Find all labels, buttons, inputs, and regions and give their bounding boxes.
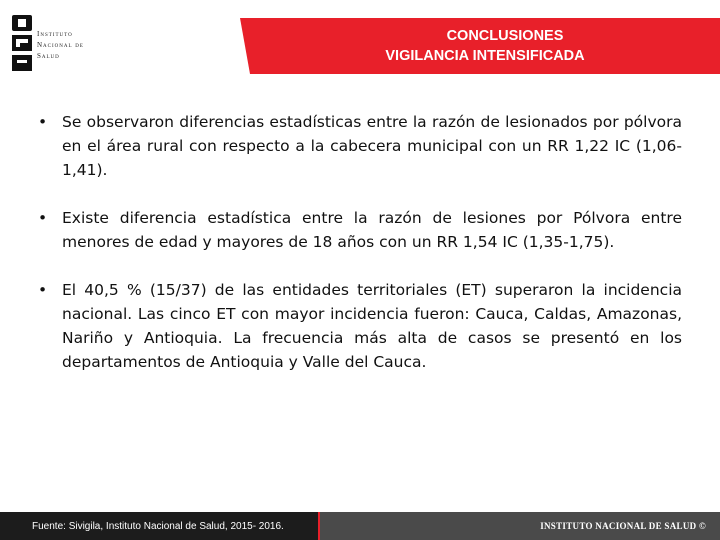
title-line-2: VIGILANCIA INTENSIFICADA	[385, 48, 585, 64]
ins-logo	[12, 15, 102, 75]
ins-logo-mark-icon	[12, 15, 32, 73]
logo-line-1: Instituto	[37, 30, 73, 38]
footer	[0, 508, 720, 540]
ins-logo-text	[37, 29, 84, 62]
conclusion-item: • Existe diferencia estadística entre la razón de lesiones por Pólvora entre menores de edad y mayores de 18 años con un RR 1,54 IC (1,35-1,75).	[36, 206, 682, 254]
footer-source: Fuente: Sivigila, Instituto Nacional de Salud, 2015- 2016.	[32, 521, 284, 532]
title-banner-wedge	[240, 18, 250, 74]
conclusion-item: • Se observaron diferencias estadísticas entre la razón de lesionados por pólvora en el área rural con respecto a la cabecera municipal con un RR 1,22 IC (1,06-1,41).	[36, 110, 682, 182]
conclusions-list	[36, 110, 682, 398]
logo-line-2: Nacional de	[37, 41, 84, 49]
footer-brand: INSTITUTO NACIONAL DE SALUD ©	[540, 521, 706, 531]
title-banner	[250, 18, 720, 74]
conclusion-item: • El 40,5 % (15/37) de las entidades territoriales (ET) superaron la incidencia nacional. Las cinco ET con mayor incidencia fueron: Cauca, Caldas, Amazonas, Nariño y Antioquia. La frecuencia más alta de casos se presentó en los departamentos de Antioquia y Valle del Cauca.	[36, 278, 682, 374]
logo-line-3: Salud	[37, 52, 60, 60]
title-line-1: CONCLUSIONES	[446, 28, 564, 44]
